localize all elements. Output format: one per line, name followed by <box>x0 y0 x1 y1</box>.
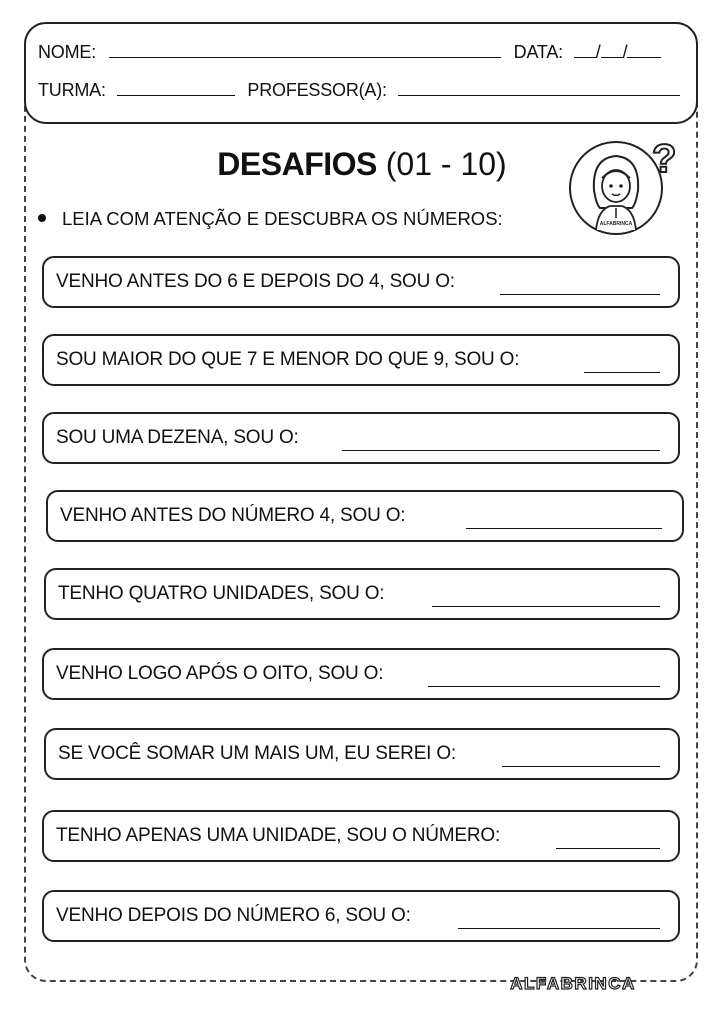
teacher-field[interactable] <box>398 81 680 96</box>
answer-field[interactable] <box>428 686 660 687</box>
avatar-badge-text: ALFABRINCA <box>599 221 633 227</box>
instruction-text <box>38 208 503 230</box>
answer-field[interactable] <box>432 606 660 607</box>
date-day-field[interactable] <box>574 43 596 58</box>
teacher-label: PROFESSOR(A): <box>247 80 387 100</box>
question-box-4 <box>46 490 684 542</box>
question-text: TENHO APENAS UMA UNIDADE, SOU O NÚMERO: <box>56 825 501 846</box>
svg-text:?: ? <box>652 137 677 181</box>
question-box-9 <box>42 890 680 942</box>
answer-field[interactable] <box>342 450 660 451</box>
date-separator: / <box>622 42 628 62</box>
question-text: TENHO QUATRO UNIDADES, SOU O: <box>58 583 385 604</box>
name-field[interactable] <box>109 43 501 58</box>
question-box-6 <box>42 648 680 700</box>
question-text: VENHO ANTES DO NÚMERO 4, SOU O: <box>60 505 406 526</box>
student-info-header <box>24 22 698 124</box>
title-main: DESAFIOS <box>217 146 377 182</box>
date-separator: / <box>595 42 601 62</box>
question-text: VENHO ANTES DO 6 E DEPOIS DO 4, SOU O: <box>56 271 455 292</box>
question-box-5 <box>44 568 680 620</box>
answer-field[interactable] <box>458 928 660 929</box>
name-row <box>38 42 661 63</box>
alfabrinca-logo <box>500 972 646 994</box>
answer-field[interactable] <box>584 372 660 373</box>
class-field[interactable] <box>117 81 235 96</box>
answer-field[interactable] <box>466 528 662 529</box>
question-text: SOU MAIOR DO QUE 7 E MENOR DO QUE 9, SOU O: <box>56 349 520 370</box>
question-text: VENHO LOGO APÓS O OITO, SOU O: <box>56 663 384 684</box>
answer-field[interactable] <box>500 294 660 295</box>
question-text: VENHO DEPOIS DO NÚMERO 6, SOU O: <box>56 905 411 926</box>
instruction-label: LEIA COM ATENÇÃO E DESCUBRA OS NÚMEROS: <box>62 208 503 229</box>
question-text: SOU UMA DEZENA, SOU O: <box>56 427 299 448</box>
class-label: TURMA: <box>38 80 106 100</box>
footer-logo-text: ALFABRINCA <box>510 974 636 993</box>
bullet-icon <box>38 214 46 222</box>
question-box-1 <box>42 256 680 308</box>
answer-field[interactable] <box>556 848 660 849</box>
date-label: DATA: <box>513 42 563 62</box>
title-range: (01 - 10) <box>385 146 507 182</box>
name-label: NOME: <box>38 42 97 62</box>
question-box-7 <box>44 728 680 780</box>
question-text: SE VOCÊ SOMAR UM MAIS UM, EU SEREI O: <box>58 743 456 764</box>
question-box-3 <box>42 412 680 464</box>
class-teacher-row <box>38 80 680 101</box>
question-box-2 <box>42 334 680 386</box>
date-month-field[interactable] <box>601 43 623 58</box>
answer-field[interactable] <box>502 766 660 767</box>
girl-thinking-icon <box>566 130 684 242</box>
question-box-8 <box>42 810 680 862</box>
date-year-field[interactable] <box>627 43 661 58</box>
